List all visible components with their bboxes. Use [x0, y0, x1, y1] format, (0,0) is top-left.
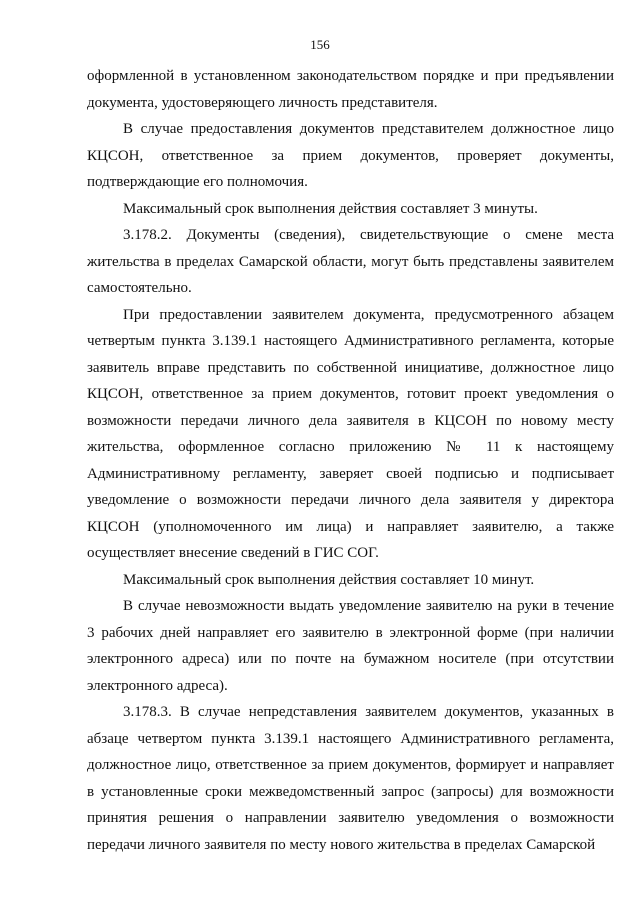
- paragraph-3: Максимальный срок выполнения действия составляет 3 минуты.: [123, 200, 538, 217]
- paragraph-7: В случае невозможности выдать уведомление заявителю на руки в течение 3 рабочих дней направляет его заявителю в электронной форме (при наличии электронного адреса) или по почте на бумажном носителе (при отсутствии электронного адреса).: [87, 598, 614, 694]
- paragraph-5: При предоставлении заявителем документа, предусмотренного абзацем четвертым пункта 3.139.1 настоящего Административного регламента, которые заявитель вправе представить по собственной инициативе, должностное лицо КЦСОН, ответственное за прием документов, готовит проект уведомления о возможности передачи личного дела заявителя в КЦСОН по новому месту жительства, оформленное согласно приложению № 11 к настоящему Административному регламенту, заверяет своей подписью и подписывает уведомление о возможности передачи личного дела заявителя у директора КЦСОН (уполномоченного им лица) и направляет заявителю, а также осуществляет внесение сведений в ГИС СОГ.: [87, 306, 614, 561]
- paragraph-6: Максимальный срок выполнения действия составляет 10 минут.: [123, 571, 535, 588]
- paragraph-1: оформленной в установленном законодательством порядке и при предъявлении документа, удостоверяющего личность представителя.: [87, 68, 614, 111]
- document-body: [87, 63, 614, 858]
- paragraph-4: 3.178.2. Документы (сведения), свидетельствующие о смене места жительства в пределах Самарской области, могут быть представлены заявителем самостоятельно.: [87, 227, 614, 296]
- paragraph-2: В случае предоставления документов представителем должностное лицо КЦСОН, ответственное за прием документов, проверяет документы, подтверждающие его полномочия.: [87, 121, 614, 190]
- paragraph-8: 3.178.3. В случае непредставления заявителем документов, указанных в абзаце четвертом пункта 3.139.1 настоящего Административного регламента, должностное лицо, ответственное за прием документов, формирует и направляет в установленные сроки межведомственный запрос (запросы) для возможности принятия решения о направлении заявителю уведомления о возможности передачи личного заявителя по месту нового жительства в пределах Самарской: [87, 704, 614, 853]
- page-number: 156: [310, 37, 330, 52]
